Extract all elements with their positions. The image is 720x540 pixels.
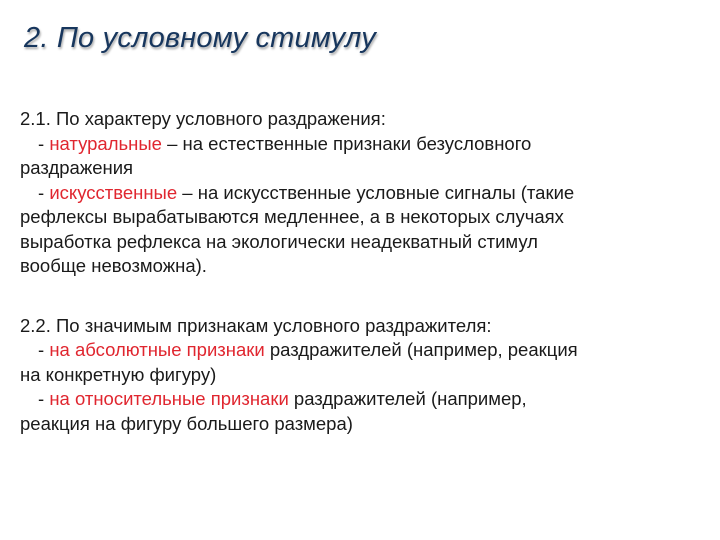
term-artificial: искусственные — [49, 181, 178, 203]
section-2-item-relative-cont: реакция на фигуру большего размера) — [20, 412, 353, 434]
section-2-item-absolute-cont: на конкретную фигуру) — [20, 363, 217, 385]
bullet-dash: - — [38, 132, 50, 154]
section-2-item-relative — [20, 387, 700, 412]
slide-title: 2. По условному стимулу — [24, 22, 376, 54]
section-1-item-artificial-cont-1: рефлексы вырабатываются медленнее, а в некоторых случаях — [20, 206, 564, 227]
section-gap — [20, 279, 700, 314]
term-natural: натуральные — [49, 132, 162, 154]
term-relative: на относительные признаки — [49, 388, 289, 409]
item-text: – на естественные признаки безусловного — [161, 132, 532, 154]
bullet-dash: - — [38, 339, 50, 360]
section-2-item-absolute — [20, 338, 700, 363]
bullet-dash: - — [38, 388, 50, 409]
term-absolute: на абсолютные признаки — [49, 339, 265, 360]
section-1-heading: 2.1. По характеру условного раздражения: — [20, 108, 386, 129]
item-text: – на искусственные условные сигналы (такие — [177, 181, 575, 203]
item-text: раздражителей (например, — [288, 388, 527, 409]
section-1-item-natural-cont: раздражения — [20, 157, 134, 178]
section-2-heading: 2.2. По значимым признакам условного раздражителя: — [20, 314, 492, 336]
section-1-item-artificial-cont-3: вообще невозможна). — [20, 255, 207, 276]
section-1-item-natural — [20, 132, 700, 157]
section-1-item-artificial-cont-2: выработка рефлекса на экологически неадекватный стимул — [20, 230, 538, 252]
section-1-item-artificial — [20, 181, 700, 206]
bullet-dash: - — [38, 181, 50, 203]
slide-body — [20, 107, 700, 436]
item-text: раздражителей (например, реакция — [264, 339, 578, 360]
